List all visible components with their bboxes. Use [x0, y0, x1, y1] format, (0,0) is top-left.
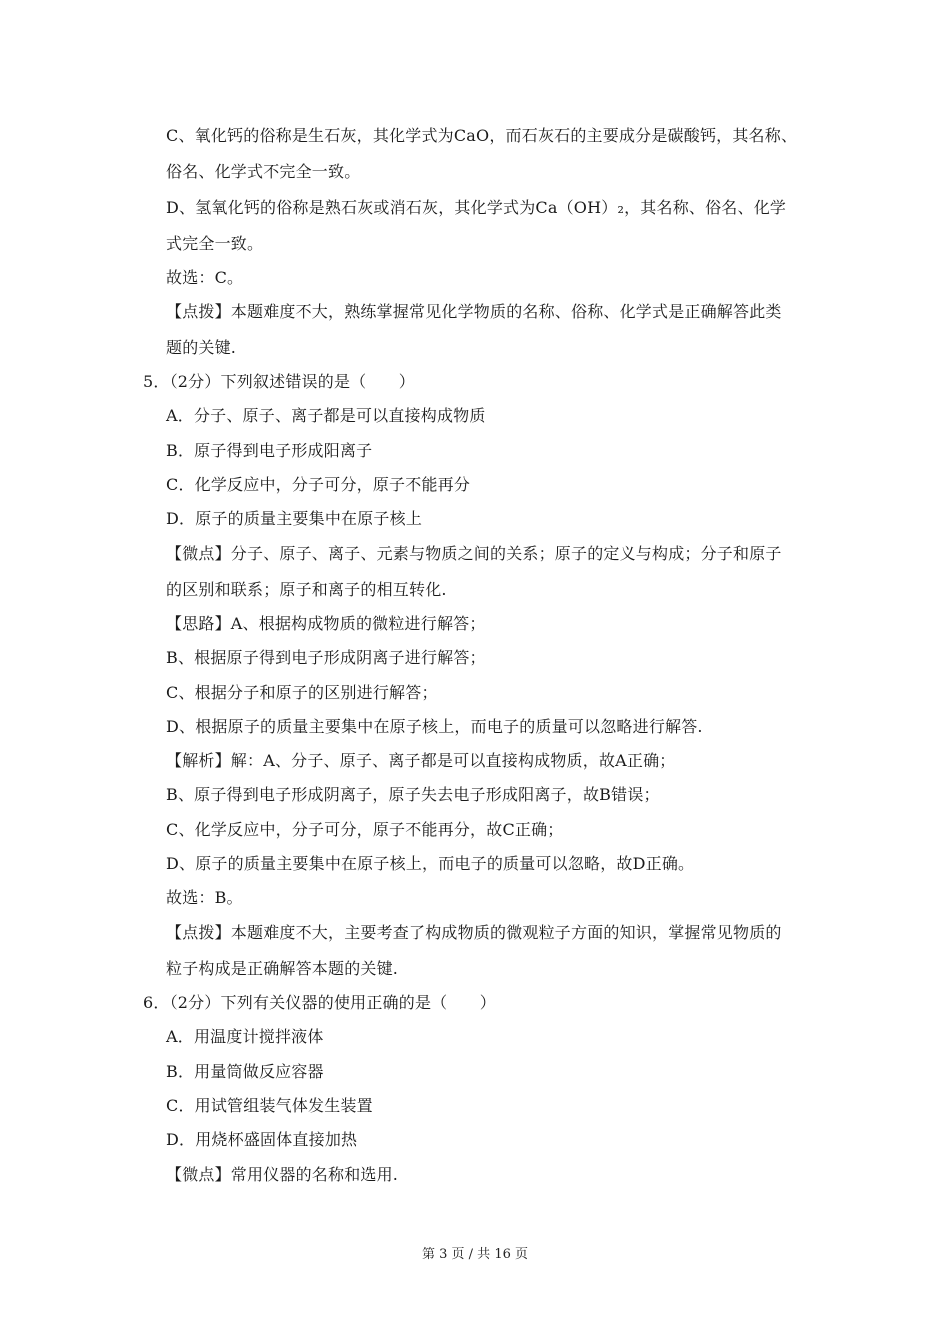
text-line: C、根据分子和原子的区别进行解答；	[166, 683, 438, 702]
text-line: 粒子构成是正确解答本题的关键.	[166, 959, 399, 978]
text-line: 题的关键.	[166, 338, 237, 357]
question-title: 6．（2分）下列有关仪器的使用正确的是（ ）	[143, 993, 496, 1012]
text-line: 【微点】分子、原子、离子、元素与物质之间的关系；原子的定义与构成；分子和原子	[166, 544, 782, 563]
text-line: 式完全一致。	[166, 234, 264, 253]
text-line: D、原子的质量主要集中在原子核上，而电子的质量可以忽略，故D正确。	[166, 854, 695, 873]
text-line: 【思路】A、根据构成物质的微粒进行解答；	[166, 614, 486, 633]
question-title: 5．（2分）下列叙述错误的是（ ）	[143, 372, 415, 391]
text-line: 故选：C。	[166, 268, 244, 287]
text-line: B、根据原子得到电子形成阴离子进行解答；	[166, 648, 486, 667]
text-line: 【解析】解：A、分子、原子、离子都是可以直接构成物质，故A正确；	[166, 751, 676, 770]
text-line: C、化学反应中，分子可分，原子不能再分，故C正确；	[166, 820, 564, 839]
text-line: C、氧化钙的俗称是生石灰，其化学式为CaO，而石灰石的主要成分是碳酸钙，其名称、	[166, 126, 798, 145]
text-line: 的区别和联系；原子和离子的相互转化.	[166, 580, 447, 599]
option-line: B．用量筒做反应容器	[166, 1062, 324, 1081]
text-line: 俗名、化学式不完全一致。	[166, 162, 361, 181]
text-line: 【点拨】本题难度不大，熟练掌握常见化学物质的名称、俗称、化学式是正确解答此类	[166, 302, 782, 321]
page-footer: 第 3 页 / 共 16 页	[422, 1247, 528, 1262]
option-line: C．化学反应中，分子可分，原子不能再分	[166, 475, 471, 494]
text-line: B、原子得到电子形成阴离子，原子失去电子形成阳离子，故B错误；	[166, 785, 660, 804]
option-line: C．用试管组装气体发生装置	[166, 1096, 373, 1115]
text-line: 【微点】常用仪器的名称和选用.	[166, 1165, 399, 1184]
text-line: 故选：B。	[166, 888, 243, 907]
option-line: D．用烧杯盛固体直接加热	[166, 1130, 358, 1149]
text-line: 【点拨】本题难度不大，主要考查了构成物质的微观粒子方面的知识，掌握常见物质的	[166, 923, 782, 942]
text-line: D、氢氧化钙的俗称是熟石灰或消石灰，其化学式为Ca（OH）₂，其名称、俗名、化学	[166, 198, 787, 217]
option-line: D．原子的质量主要集中在原子核上	[166, 509, 423, 528]
option-line: A．分子、原子、离子都是可以直接构成物质	[166, 406, 486, 425]
option-line: B．原子得到电子形成阳离子	[166, 441, 373, 460]
text-line: D、根据原子的质量主要集中在原子核上，而电子的质量可以忽略进行解答.	[166, 717, 703, 736]
option-line: A．用温度计搅拌液体	[166, 1027, 324, 1046]
